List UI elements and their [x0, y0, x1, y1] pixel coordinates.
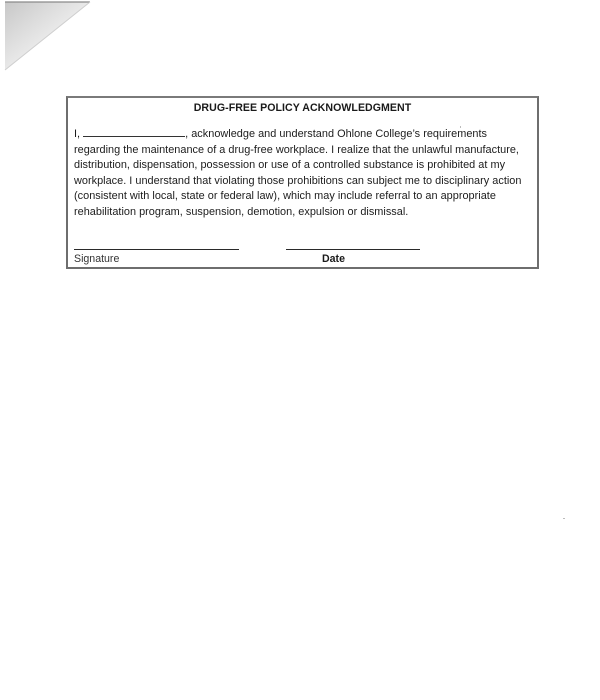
- name-blank-field[interactable]: [83, 127, 185, 137]
- scan-speck: [460, 126, 461, 128]
- signature-label: Signature: [74, 253, 120, 265]
- body-prefix: I,: [74, 128, 84, 140]
- acknowledgment-paragraph: [74, 127, 536, 221]
- scan-speck: [563, 518, 565, 519]
- date-line[interactable]: [286, 249, 420, 250]
- page-curl-shadow: [0, 0, 100, 75]
- date-label: Date: [322, 253, 345, 265]
- body-text: , acknowledge and understand Ohlone College’s requirements regarding the maintenance of a drug-free workplace. I realize that the unlawful manufacture, distribution, dispensation, possession or use of a controlled substance is prohibited at my workplace. I understand that violating those prohibitions can subject me to disciplinary action (consistent with local, state or federal law), which may include referral to an appropriate rehabilitation program, suspension, demotion, expulsion or dismissal.: [74, 128, 522, 218]
- signature-line[interactable]: [74, 249, 239, 250]
- form-title: DRUG-FREE POLICY ACKNOWLEDGMENT: [193, 102, 412, 114]
- acknowledgment-form-box: [66, 96, 539, 269]
